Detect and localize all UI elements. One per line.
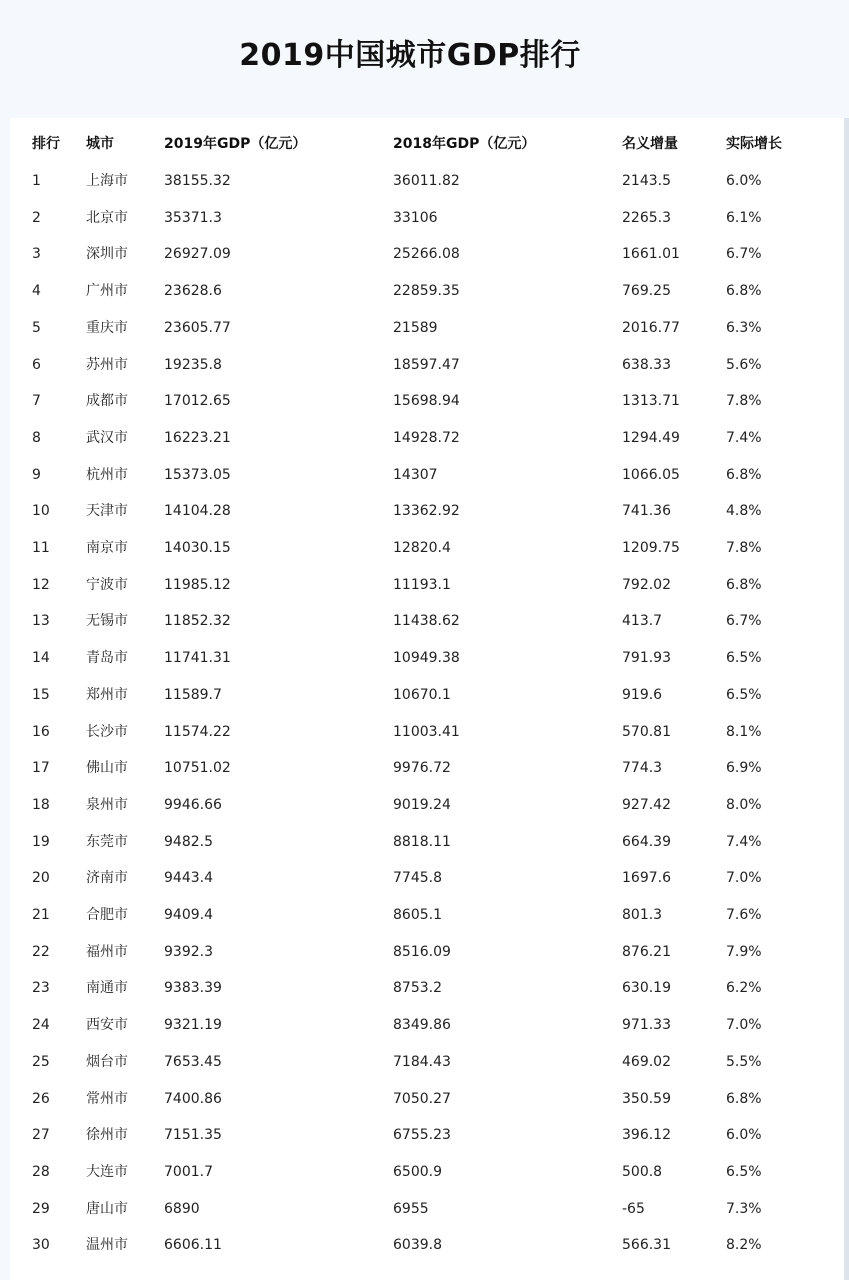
cell-nominal-increase: 566.31 (622, 1237, 671, 1254)
cell-city: 重庆市 (86, 319, 128, 336)
cell-real-growth: 7.6% (726, 907, 762, 923)
cell-nominal-increase: 801.3 (622, 907, 663, 923)
cell-nominal-increase: 1066.05 (622, 466, 680, 483)
cell-gdp-2019: 11574.22 (164, 723, 231, 740)
cell-gdp-2019: 9409.4 (164, 907, 213, 923)
table-row (10, 200, 844, 236)
cell-gdp-2018: 8818.11 (393, 833, 451, 850)
cell-rank: 1 (32, 173, 41, 189)
cell-nominal-increase: -65 (622, 1200, 645, 1217)
cell-nominal-increase: 792.02 (622, 576, 671, 593)
cell-rank: 9 (32, 466, 41, 483)
cell-rank: 22 (32, 943, 50, 960)
cell-city: 苏州市 (86, 356, 128, 373)
cell-city: 上海市 (86, 173, 128, 189)
cell-rank: 14 (32, 650, 50, 667)
table-row (10, 1227, 844, 1263)
header-city: 城市 (86, 136, 114, 152)
table-row (10, 1191, 844, 1227)
cell-real-growth: 6.5% (726, 1163, 762, 1180)
cell-nominal-increase: 876.21 (622, 943, 671, 960)
cell-gdp-2019: 6606.11 (164, 1237, 222, 1254)
cell-gdp-2018: 18597.47 (393, 356, 460, 373)
cell-real-growth: 7.9% (726, 943, 762, 960)
table-row (10, 677, 844, 713)
table-row (10, 163, 844, 199)
cell-nominal-increase: 638.33 (622, 356, 671, 373)
cell-rank: 18 (32, 796, 50, 813)
cell-nominal-increase: 774.3 (622, 760, 663, 777)
cell-gdp-2018: 33106 (393, 209, 438, 226)
cell-gdp-2019: 17012.65 (164, 393, 231, 410)
cell-city: 杭州市 (86, 466, 128, 483)
cell-gdp-2018: 22859.35 (393, 283, 460, 300)
cell-gdp-2019: 7001.7 (164, 1163, 213, 1180)
cell-real-growth: 6.3% (726, 319, 762, 336)
cell-gdp-2018: 8753.2 (393, 980, 442, 997)
table-row (10, 750, 844, 786)
cell-city: 徐州市 (86, 1127, 128, 1144)
cell-real-growth: 7.4% (726, 833, 762, 850)
cell-gdp-2019: 11589.7 (164, 686, 222, 703)
cell-gdp-2018: 21589 (393, 319, 438, 336)
cell-rank: 4 (32, 283, 41, 300)
cell-rank: 12 (32, 576, 50, 593)
cell-real-growth: 6.5% (726, 650, 762, 667)
cell-real-growth: 7.8% (726, 540, 762, 556)
cell-city: 西安市 (86, 1017, 128, 1034)
table-row (10, 603, 844, 639)
table-row (10, 714, 844, 750)
cell-gdp-2018: 7745.8 (393, 870, 442, 887)
cell-gdp-2019: 15373.05 (164, 466, 231, 483)
cell-real-growth: 7.3% (726, 1200, 762, 1217)
cell-rank: 20 (32, 870, 50, 887)
cell-rank: 5 (32, 319, 41, 336)
header-nominal-increase: 名义增量 (622, 136, 678, 152)
cell-rank: 23 (32, 980, 50, 997)
cell-nominal-increase: 769.25 (622, 283, 671, 300)
cell-gdp-2018: 15698.94 (393, 393, 460, 410)
cell-gdp-2019: 11741.31 (164, 650, 231, 667)
cell-nominal-increase: 570.81 (622, 723, 671, 740)
cell-gdp-2018: 10949.38 (393, 650, 460, 667)
cell-gdp-2018: 14928.72 (393, 429, 460, 446)
cell-nominal-increase: 741.36 (622, 503, 671, 520)
cell-rank: 3 (32, 246, 41, 263)
cell-rank: 11 (32, 540, 50, 556)
cell-nominal-increase: 927.42 (622, 796, 671, 813)
cell-nominal-increase: 1209.75 (622, 540, 680, 556)
cell-real-growth: 6.8% (726, 283, 762, 300)
table-row (10, 310, 844, 346)
cell-real-growth: 6.5% (726, 686, 762, 703)
cell-nominal-increase: 2265.3 (622, 209, 671, 226)
cell-gdp-2019: 10751.02 (164, 760, 231, 777)
cell-nominal-increase: 500.8 (622, 1163, 663, 1180)
table-row (10, 236, 844, 272)
cell-rank: 13 (32, 613, 50, 630)
cell-nominal-increase: 469.02 (622, 1053, 671, 1070)
cell-gdp-2018: 10670.1 (393, 686, 451, 703)
table-row (10, 787, 844, 823)
cell-real-growth: 7.0% (726, 870, 762, 887)
cell-gdp-2018: 8349.86 (393, 1017, 451, 1034)
gdp-ranking-table (10, 118, 844, 1280)
cell-gdp-2018: 7050.27 (393, 1090, 451, 1107)
cell-city: 北京市 (86, 209, 128, 226)
cell-gdp-2019: 9946.66 (164, 796, 222, 813)
cell-gdp-2019: 9383.39 (164, 980, 222, 997)
table-row (10, 824, 844, 860)
cell-gdp-2019: 38155.32 (164, 173, 231, 189)
table-row (10, 860, 844, 896)
cell-gdp-2018: 13362.92 (393, 503, 460, 520)
cell-city: 东莞市 (86, 833, 128, 850)
cell-rank: 2 (32, 209, 41, 226)
cell-nominal-increase: 630.19 (622, 980, 671, 997)
cell-gdp-2019: 23605.77 (164, 319, 231, 336)
table-row (10, 897, 844, 933)
cell-gdp-2019: 7400.86 (164, 1090, 222, 1107)
cell-city: 成都市 (86, 393, 128, 410)
table-row (10, 934, 844, 970)
header-real-growth: 实际增长 (726, 136, 782, 152)
cell-city: 南通市 (86, 980, 128, 997)
cell-city: 青岛市 (86, 650, 128, 667)
cell-gdp-2019: 35371.3 (164, 209, 222, 226)
cell-gdp-2019: 26927.09 (164, 246, 231, 263)
table-row (10, 530, 844, 566)
cell-real-growth: 6.1% (726, 209, 762, 226)
cell-gdp-2019: 9443.4 (164, 870, 213, 887)
table-row (10, 1044, 844, 1080)
cell-city: 福州市 (86, 943, 128, 960)
cell-city: 济南市 (86, 870, 128, 887)
header-gdp-2019: 2019年GDP（亿元） (164, 136, 307, 152)
cell-real-growth: 6.2% (726, 980, 762, 997)
cell-rank: 25 (32, 1053, 50, 1070)
cell-gdp-2019: 9482.5 (164, 833, 213, 850)
cell-rank: 6 (32, 356, 41, 373)
cell-nominal-increase: 1697.6 (622, 870, 671, 887)
cell-real-growth: 6.8% (726, 466, 762, 483)
cell-real-growth: 7.4% (726, 429, 762, 446)
cell-nominal-increase: 413.7 (622, 613, 663, 630)
cell-real-growth: 5.6% (726, 356, 762, 373)
sheet-edge (844, 118, 849, 1280)
cell-city: 深圳市 (86, 246, 128, 263)
table-row (10, 1081, 844, 1117)
cell-rank: 7 (32, 393, 41, 410)
page-title: 2019中国城市GDP排行 (239, 38, 581, 73)
cell-rank: 10 (32, 503, 50, 520)
header-rank: 排行 (32, 136, 60, 152)
cell-rank: 19 (32, 833, 50, 850)
cell-rank: 26 (32, 1090, 50, 1107)
cell-gdp-2018: 7184.43 (393, 1053, 451, 1070)
cell-gdp-2018: 9019.24 (393, 796, 451, 813)
cell-city: 温州市 (86, 1237, 128, 1254)
cell-nominal-increase: 791.93 (622, 650, 671, 667)
table-row (10, 1007, 844, 1043)
cell-gdp-2018: 25266.08 (393, 246, 460, 263)
cell-real-growth: 8.1% (726, 723, 762, 740)
table-row (10, 420, 844, 456)
cell-gdp-2019: 23628.6 (164, 283, 222, 300)
table-row (10, 970, 844, 1006)
cell-city: 常州市 (86, 1090, 128, 1107)
cell-nominal-increase: 350.59 (622, 1090, 671, 1107)
cell-gdp-2018: 12820.4 (393, 540, 451, 556)
cell-gdp-2018: 6039.8 (393, 1237, 442, 1254)
cell-city: 广州市 (86, 283, 128, 300)
cell-rank: 15 (32, 686, 50, 703)
cell-city: 郑州市 (86, 686, 128, 703)
table-row (10, 567, 844, 603)
cell-gdp-2018: 11193.1 (393, 576, 451, 593)
cell-real-growth: 8.0% (726, 796, 762, 813)
cell-rank: 16 (32, 723, 50, 740)
cell-rank: 8 (32, 429, 41, 446)
cell-gdp-2018: 6955 (393, 1200, 429, 1217)
cell-real-growth: 6.0% (726, 1127, 762, 1144)
cell-gdp-2019: 14030.15 (164, 540, 231, 556)
cell-city: 大连市 (86, 1163, 128, 1180)
cell-gdp-2018: 11438.62 (393, 613, 460, 630)
cell-real-growth: 6.8% (726, 1090, 762, 1107)
table-row (10, 457, 844, 493)
table-row (10, 347, 844, 383)
cell-rank: 27 (32, 1127, 50, 1144)
cell-gdp-2019: 9321.19 (164, 1017, 222, 1034)
cell-gdp-2018: 6755.23 (393, 1127, 451, 1144)
cell-real-growth: 4.8% (726, 503, 762, 520)
cell-gdp-2019: 7151.35 (164, 1127, 222, 1144)
cell-city: 宁波市 (86, 576, 128, 593)
cell-real-growth: 7.0% (726, 1017, 762, 1034)
cell-real-growth: 8.2% (726, 1237, 762, 1254)
table-row (10, 383, 844, 419)
cell-nominal-increase: 971.33 (622, 1017, 671, 1034)
cell-city: 烟台市 (86, 1053, 128, 1070)
cell-real-growth: 7.8% (726, 393, 762, 410)
cell-city: 佛山市 (86, 760, 128, 777)
cell-city: 泉州市 (86, 796, 128, 813)
cell-rank: 24 (32, 1017, 50, 1034)
cell-nominal-increase: 1294.49 (622, 429, 680, 446)
cell-gdp-2018: 8605.1 (393, 907, 442, 923)
cell-city: 天津市 (86, 503, 128, 520)
cell-gdp-2019: 9392.3 (164, 943, 213, 960)
cell-city: 合肥市 (86, 907, 128, 923)
cell-rank: 17 (32, 760, 50, 777)
cell-gdp-2019: 11852.32 (164, 613, 231, 630)
cell-gdp-2019: 11985.12 (164, 576, 231, 593)
cell-nominal-increase: 1313.71 (622, 393, 680, 410)
cell-real-growth: 6.0% (726, 173, 762, 189)
cell-city: 长沙市 (86, 723, 128, 740)
header-gdp-2018: 2018年GDP（亿元） (393, 136, 536, 152)
cell-city: 南京市 (86, 540, 128, 556)
table-row (10, 493, 844, 529)
table-row (10, 640, 844, 676)
cell-real-growth: 6.7% (726, 246, 762, 263)
cell-gdp-2018: 6500.9 (393, 1163, 442, 1180)
cell-nominal-increase: 396.12 (622, 1127, 671, 1144)
cell-nominal-increase: 664.39 (622, 833, 671, 850)
cell-rank: 30 (32, 1237, 50, 1254)
table-row (10, 273, 844, 309)
cell-real-growth: 5.5% (726, 1053, 762, 1070)
table-header-row (10, 126, 844, 162)
cell-rank: 29 (32, 1200, 50, 1217)
cell-nominal-increase: 919.6 (622, 686, 663, 703)
cell-gdp-2019: 7653.45 (164, 1053, 222, 1070)
cell-gdp-2019: 14104.28 (164, 503, 231, 520)
cell-gdp-2019: 19235.8 (164, 356, 222, 373)
cell-nominal-increase: 2016.77 (622, 319, 680, 336)
cell-nominal-increase: 1661.01 (622, 246, 680, 263)
cell-gdp-2019: 6890 (164, 1200, 200, 1217)
cell-city: 唐山市 (86, 1200, 128, 1217)
table-row (10, 1117, 844, 1153)
cell-gdp-2018: 14307 (393, 466, 438, 483)
cell-gdp-2018: 36011.82 (393, 173, 460, 189)
cell-real-growth: 6.9% (726, 760, 762, 777)
table-row (10, 1154, 844, 1190)
cell-rank: 21 (32, 907, 50, 923)
cell-gdp-2019: 16223.21 (164, 429, 231, 446)
cell-rank: 28 (32, 1163, 50, 1180)
cell-gdp-2018: 9976.72 (393, 760, 451, 777)
cell-city: 武汉市 (86, 429, 128, 446)
cell-nominal-increase: 2143.5 (622, 173, 671, 189)
cell-city: 无锡市 (86, 613, 128, 630)
cell-real-growth: 6.8% (726, 576, 762, 593)
cell-gdp-2018: 11003.41 (393, 723, 460, 740)
cell-gdp-2018: 8516.09 (393, 943, 451, 960)
cell-real-growth: 6.7% (726, 613, 762, 630)
